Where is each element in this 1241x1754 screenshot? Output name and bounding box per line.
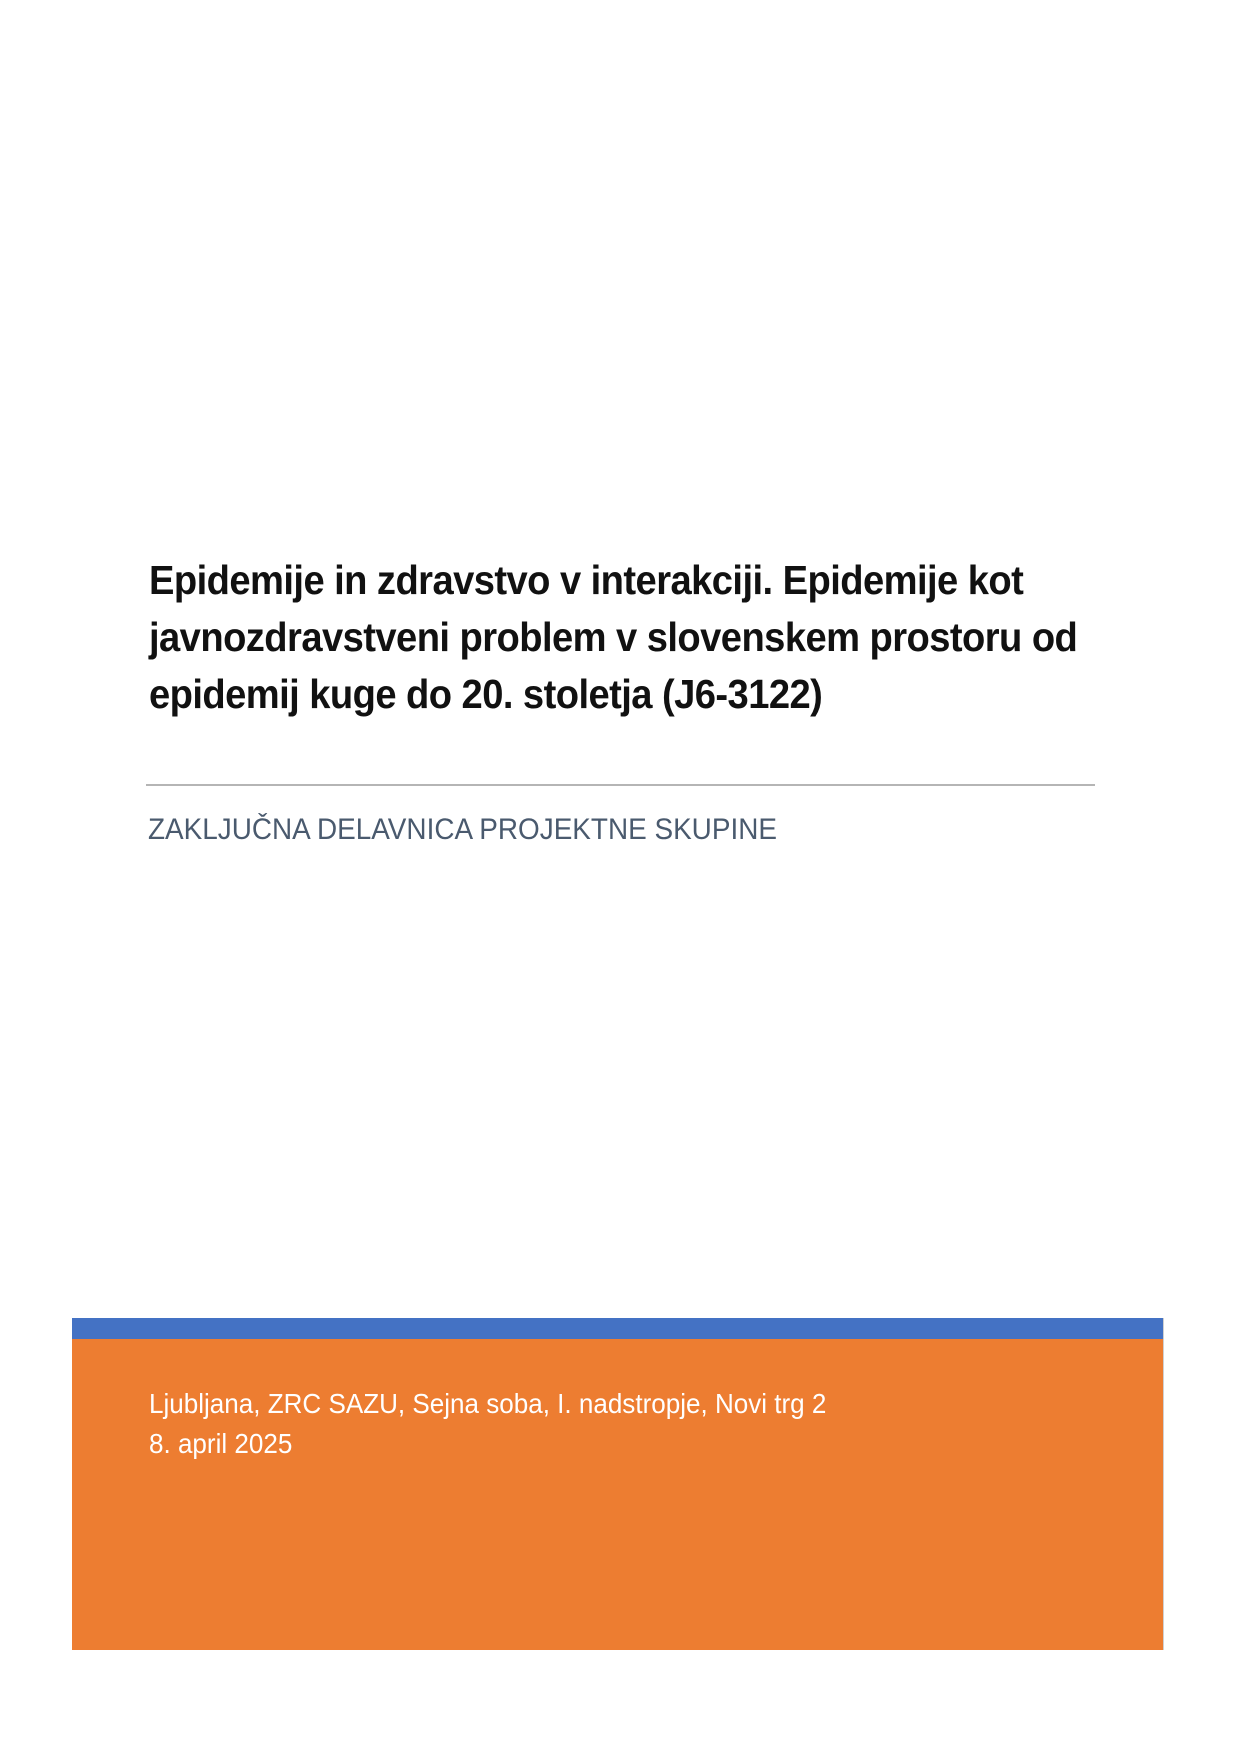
event-info bbox=[149, 1384, 826, 1464]
event-location: Ljubljana, ZRC SAZU, Sejna soba, I. nadstropje, Novi trg 2 bbox=[149, 1388, 827, 1419]
document-title: Epidemije in zdravstvo v interakciji. Epidemije kot javnozdravstveni problem v slovenskem prostoru od epidemij kuge do 20. stoletja (J6-3122) bbox=[149, 557, 1078, 717]
panel-edge-divider bbox=[1163, 1318, 1166, 1650]
document-subtitle: ZAKLJUČNA DELAVNICA PROJEKTNE SKUPINE bbox=[148, 813, 777, 846]
title-block bbox=[149, 552, 1099, 723]
event-date: 8. april 2025 bbox=[149, 1428, 293, 1459]
title-divider bbox=[146, 784, 1095, 786]
blue-accent-band bbox=[72, 1318, 1163, 1339]
